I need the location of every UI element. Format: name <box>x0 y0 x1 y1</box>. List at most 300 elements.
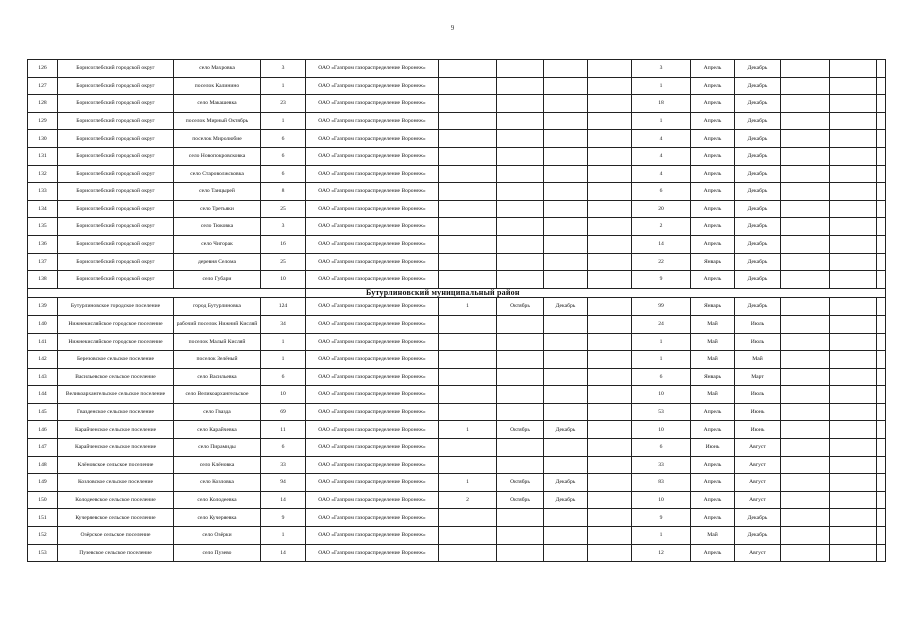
organization-cell: ОАО «Газпром газораспределение Воронеж» <box>306 474 439 492</box>
empty-cell <box>877 95 886 113</box>
row-number-cell: 128 <box>28 95 58 113</box>
municipality-cell: Бутурлиновское городское поселение <box>58 298 174 316</box>
extra-end-cell <box>544 386 588 404</box>
row-number-cell: 143 <box>28 368 58 386</box>
table-row <box>28 200 886 218</box>
extra-end-cell: Декабрь <box>544 474 588 492</box>
start-month-cell: Апрель <box>691 77 735 95</box>
settlement-cell: село Пузево <box>174 544 261 562</box>
start-month-cell: Апрель <box>691 200 735 218</box>
row-number-cell: 134 <box>28 200 58 218</box>
start-month-cell: Апрель <box>691 165 735 183</box>
start-month-cell: Январь <box>691 298 735 316</box>
extra-count-cell <box>439 509 497 527</box>
extra-end-cell <box>544 333 588 351</box>
blank-cell <box>588 491 632 509</box>
empty-cell <box>830 235 877 253</box>
extra-end-cell <box>544 439 588 457</box>
extra-count-cell <box>439 165 497 183</box>
end-month-cell: Декабрь <box>735 235 781 253</box>
blank-cell <box>588 147 632 165</box>
extra-end-cell <box>544 403 588 421</box>
organization-cell: ОАО «Газпром газораспределение Воронеж» <box>306 183 439 201</box>
object-count-cell: 10 <box>261 386 306 404</box>
empty-cell <box>781 527 830 545</box>
empty-cell <box>781 403 830 421</box>
blank-cell <box>588 456 632 474</box>
municipality-cell: Клёновское сельское поселение <box>58 456 174 474</box>
blank-cell <box>588 386 632 404</box>
settlement-cell: город Бутурлиновка <box>174 298 261 316</box>
extra-count-cell <box>439 77 497 95</box>
gasification-schedule-table <box>27 59 886 562</box>
total-cell: 1 <box>632 527 691 545</box>
table-row <box>28 253 886 271</box>
empty-cell <box>830 474 877 492</box>
extra-start-cell <box>497 112 544 130</box>
empty-cell <box>877 253 886 271</box>
empty-cell <box>830 456 877 474</box>
total-cell: 6 <box>632 368 691 386</box>
object-count-cell: 8 <box>261 183 306 201</box>
extra-start-cell <box>497 147 544 165</box>
object-count-cell: 23 <box>261 95 306 113</box>
end-month-cell: Март <box>735 368 781 386</box>
start-month-cell: Апрель <box>691 60 735 78</box>
settlement-cell: село Чигорак <box>174 235 261 253</box>
extra-start-cell: Октябрь <box>497 421 544 439</box>
municipality-cell: Борисоглебский городской округ <box>58 165 174 183</box>
empty-cell <box>781 333 830 351</box>
extra-start-cell <box>497 253 544 271</box>
object-count-cell: 1 <box>261 77 306 95</box>
empty-cell <box>877 200 886 218</box>
end-month-cell: Август <box>735 491 781 509</box>
empty-cell <box>781 456 830 474</box>
municipality-cell: Борисоглебский городской округ <box>58 200 174 218</box>
empty-cell <box>877 351 886 369</box>
object-count-cell: 1 <box>261 112 306 130</box>
extra-count-cell <box>439 253 497 271</box>
table-row <box>28 77 886 95</box>
settlement-cell: деревня Селома <box>174 253 261 271</box>
empty-cell <box>830 183 877 201</box>
empty-cell <box>781 200 830 218</box>
municipality-cell: Гвазденское сельское поселение <box>58 403 174 421</box>
row-number-cell: 129 <box>28 112 58 130</box>
organization-cell: ОАО «Газпром газораспределение Воронеж» <box>306 368 439 386</box>
blank-cell <box>588 200 632 218</box>
empty-cell <box>877 368 886 386</box>
row-number-cell: 144 <box>28 386 58 404</box>
empty-cell <box>781 77 830 95</box>
row-number-cell: 150 <box>28 491 58 509</box>
row-number-cell: 139 <box>28 298 58 316</box>
empty-cell <box>830 200 877 218</box>
extra-count-cell <box>439 403 497 421</box>
page-number: 9 <box>450 24 455 32</box>
end-month-cell: Декабрь <box>735 60 781 78</box>
extra-start-cell <box>497 403 544 421</box>
empty-cell <box>877 527 886 545</box>
row-number-cell: 148 <box>28 456 58 474</box>
organization-cell: ОАО «Газпром газораспределение Воронеж» <box>306 456 439 474</box>
settlement-cell: село Колодеевка <box>174 491 261 509</box>
organization-cell: ОАО «Газпром газораспределение Воронеж» <box>306 403 439 421</box>
extra-end-cell <box>544 112 588 130</box>
empty-cell <box>781 165 830 183</box>
extra-count-cell: 2 <box>439 491 497 509</box>
object-count-cell: 34 <box>261 315 306 333</box>
empty-cell <box>781 298 830 316</box>
extra-count-cell: 1 <box>439 421 497 439</box>
extra-end-cell <box>544 271 588 289</box>
table-row <box>28 509 886 527</box>
table-row <box>28 456 886 474</box>
row-number-cell: 153 <box>28 544 58 562</box>
extra-end-cell <box>544 77 588 95</box>
section-header-spacer <box>28 288 306 298</box>
empty-cell <box>781 351 830 369</box>
row-number-cell: 138 <box>28 271 58 289</box>
organization-cell: ОАО «Газпром газораспределение Воронеж» <box>306 386 439 404</box>
table-row <box>28 298 886 316</box>
organization-cell: ОАО «Газпром газораспределение Воронеж» <box>306 95 439 113</box>
blank-cell <box>588 544 632 562</box>
organization-cell: ОАО «Газпром газораспределение Воронеж» <box>306 130 439 148</box>
end-month-cell: Декабрь <box>735 77 781 95</box>
total-cell: 2 <box>632 218 691 236</box>
empty-cell <box>877 491 886 509</box>
object-count-cell: 11 <box>261 421 306 439</box>
organization-cell: ОАО «Газпром газораспределение Воронеж» <box>306 333 439 351</box>
extra-end-cell <box>544 183 588 201</box>
table-row <box>28 95 886 113</box>
blank-cell <box>588 527 632 545</box>
extra-end-cell <box>544 351 588 369</box>
table-row <box>28 112 886 130</box>
municipality-cell: Борисоглебский городской округ <box>58 95 174 113</box>
start-month-cell: Апрель <box>691 130 735 148</box>
start-month-cell: Июнь <box>691 439 735 457</box>
end-month-cell: Июнь <box>735 421 781 439</box>
empty-cell <box>877 456 886 474</box>
blank-cell <box>588 509 632 527</box>
municipality-cell: Кучеряевское сельское поселение <box>58 509 174 527</box>
extra-start-cell: Октябрь <box>497 491 544 509</box>
object-count-cell: 69 <box>261 403 306 421</box>
extra-start-cell <box>497 544 544 562</box>
extra-start-cell <box>497 527 544 545</box>
extra-count-cell <box>439 60 497 78</box>
end-month-cell: Июль <box>735 333 781 351</box>
extra-end-cell <box>544 130 588 148</box>
extra-count-cell <box>439 200 497 218</box>
settlement-cell: село Козловка <box>174 474 261 492</box>
empty-cell <box>877 315 886 333</box>
settlement-cell: село Пирамиды <box>174 439 261 457</box>
blank-cell <box>588 474 632 492</box>
empty-cell <box>781 386 830 404</box>
extra-count-cell <box>439 386 497 404</box>
extra-start-cell <box>497 333 544 351</box>
row-number-cell: 127 <box>28 77 58 95</box>
empty-cell <box>830 421 877 439</box>
municipality-cell: Березовское сельское поселение <box>58 351 174 369</box>
extra-start-cell <box>497 183 544 201</box>
empty-cell <box>781 218 830 236</box>
organization-cell: ОАО «Газпром газораспределение Воронеж» <box>306 200 439 218</box>
extra-count-cell <box>439 130 497 148</box>
start-month-cell: Январь <box>691 368 735 386</box>
settlement-cell: село Озёрки <box>174 527 261 545</box>
empty-cell <box>781 253 830 271</box>
end-month-cell: Декабрь <box>735 509 781 527</box>
settlement-cell: село Староволжсковка <box>174 165 261 183</box>
extra-start-cell: Октябрь <box>497 298 544 316</box>
extra-count-cell <box>439 456 497 474</box>
extra-count-cell: 1 <box>439 298 497 316</box>
object-count-cell: 94 <box>261 474 306 492</box>
blank-cell <box>588 421 632 439</box>
extra-start-cell <box>497 77 544 95</box>
end-month-cell: Декабрь <box>735 183 781 201</box>
extra-start-cell: Октябрь <box>497 474 544 492</box>
table-row <box>28 183 886 201</box>
municipality-cell: Козловское сельское поселение <box>58 474 174 492</box>
section-header-row <box>28 288 886 298</box>
object-count-cell: 14 <box>261 544 306 562</box>
total-cell: 20 <box>632 200 691 218</box>
blank-cell <box>588 130 632 148</box>
extra-end-cell: Декабрь <box>544 491 588 509</box>
total-cell: 1 <box>632 112 691 130</box>
extra-end-cell <box>544 200 588 218</box>
total-cell: 4 <box>632 165 691 183</box>
start-month-cell: Май <box>691 315 735 333</box>
empty-cell <box>877 77 886 95</box>
blank-cell <box>588 298 632 316</box>
start-month-cell: Апрель <box>691 474 735 492</box>
start-month-cell: Апрель <box>691 147 735 165</box>
start-month-cell: Апрель <box>691 183 735 201</box>
empty-cell <box>781 112 830 130</box>
extra-end-cell: Декабрь <box>544 298 588 316</box>
municipality-cell: Карайченское сельское поселение <box>58 439 174 457</box>
empty-cell <box>830 147 877 165</box>
table-row <box>28 351 886 369</box>
organization-cell: ОАО «Газпром газораспределение Воронеж» <box>306 544 439 562</box>
extra-count-cell <box>439 218 497 236</box>
blank-cell <box>588 183 632 201</box>
row-number-cell: 145 <box>28 403 58 421</box>
end-month-cell: Декабрь <box>735 271 781 289</box>
row-number-cell: 142 <box>28 351 58 369</box>
extra-start-cell <box>497 368 544 386</box>
municipality-cell: Пузевское сельское поселение <box>58 544 174 562</box>
start-month-cell: Апрель <box>691 544 735 562</box>
table-row <box>28 60 886 78</box>
end-month-cell: Июль <box>735 315 781 333</box>
empty-cell <box>830 403 877 421</box>
total-cell: 22 <box>632 253 691 271</box>
row-number-cell: 151 <box>28 509 58 527</box>
start-month-cell: Апрель <box>691 421 735 439</box>
total-cell: 6 <box>632 439 691 457</box>
extra-start-cell <box>497 130 544 148</box>
empty-cell <box>781 421 830 439</box>
empty-cell <box>830 130 877 148</box>
organization-cell: ОАО «Газпром газораспределение Воронеж» <box>306 218 439 236</box>
organization-cell: ОАО «Газпром газораспределение Воронеж» <box>306 315 439 333</box>
empty-cell <box>781 439 830 457</box>
end-month-cell: Декабрь <box>735 112 781 130</box>
empty-cell <box>830 165 877 183</box>
start-month-cell: Апрель <box>691 456 735 474</box>
empty-cell <box>781 544 830 562</box>
empty-cell <box>877 147 886 165</box>
settlement-cell: село Великоархангельское <box>174 386 261 404</box>
empty-cell <box>830 527 877 545</box>
municipality-cell: Борисоглебский городской округ <box>58 271 174 289</box>
table-row <box>28 130 886 148</box>
extra-start-cell <box>497 165 544 183</box>
organization-cell: ОАО «Газпром газораспределение Воронеж» <box>306 253 439 271</box>
municipality-cell: Озёрское сельское поселение <box>58 527 174 545</box>
settlement-cell: село Махровка <box>174 60 261 78</box>
start-month-cell: Апрель <box>691 403 735 421</box>
row-number-cell: 140 <box>28 315 58 333</box>
row-number-cell: 131 <box>28 147 58 165</box>
end-month-cell: Август <box>735 544 781 562</box>
total-cell: 4 <box>632 130 691 148</box>
organization-cell: ОАО «Газпром газораспределение Воронеж» <box>306 351 439 369</box>
empty-cell <box>781 235 830 253</box>
table-row <box>28 421 886 439</box>
municipality-cell: Борисоглебский городской округ <box>58 253 174 271</box>
extra-end-cell <box>544 253 588 271</box>
total-cell: 12 <box>632 544 691 562</box>
empty-cell <box>877 183 886 201</box>
section-title: Бутурлиновский муниципальный район <box>306 288 886 298</box>
empty-cell <box>877 403 886 421</box>
end-month-cell: Август <box>735 474 781 492</box>
extra-start-cell <box>497 60 544 78</box>
settlement-cell: село Новопокровсковка <box>174 147 261 165</box>
empty-cell <box>781 474 830 492</box>
extra-end-cell <box>544 509 588 527</box>
blank-cell <box>588 271 632 289</box>
empty-cell <box>877 439 886 457</box>
table-row <box>28 165 886 183</box>
empty-cell <box>830 509 877 527</box>
start-month-cell: Май <box>691 386 735 404</box>
object-count-cell: 10 <box>261 271 306 289</box>
object-count-cell: 6 <box>261 368 306 386</box>
organization-cell: ОАО «Газпром газораспределение Воронеж» <box>306 112 439 130</box>
object-count-cell: 16 <box>261 235 306 253</box>
empty-cell <box>781 130 830 148</box>
end-month-cell: Декабрь <box>735 298 781 316</box>
table-row <box>28 315 886 333</box>
empty-cell <box>877 130 886 148</box>
organization-cell: ОАО «Газпром газораспределение Воронеж» <box>306 165 439 183</box>
empty-cell <box>830 60 877 78</box>
row-number-cell: 152 <box>28 527 58 545</box>
extra-end-cell: Декабрь <box>544 421 588 439</box>
table-row <box>28 368 886 386</box>
start-month-cell: Апрель <box>691 95 735 113</box>
extra-end-cell <box>544 147 588 165</box>
total-cell: 53 <box>632 403 691 421</box>
row-number-cell: 146 <box>28 421 58 439</box>
object-count-cell: 124 <box>261 298 306 316</box>
table-row <box>28 271 886 289</box>
settlement-cell: село Гвазда <box>174 403 261 421</box>
object-count-cell: 25 <box>261 253 306 271</box>
row-number-cell: 147 <box>28 439 58 457</box>
start-month-cell: Май <box>691 333 735 351</box>
municipality-cell: Борисоглебский городской округ <box>58 60 174 78</box>
empty-cell <box>781 183 830 201</box>
extra-count-cell <box>439 439 497 457</box>
organization-cell: ОАО «Газпром газораспределение Воронеж» <box>306 77 439 95</box>
extra-count-cell: 1 <box>439 474 497 492</box>
end-month-cell: Декабрь <box>735 95 781 113</box>
total-cell: 1 <box>632 77 691 95</box>
blank-cell <box>588 253 632 271</box>
object-count-cell: 1 <box>261 527 306 545</box>
organization-cell: ОАО «Газпром газораспределение Воронеж» <box>306 509 439 527</box>
row-number-cell: 133 <box>28 183 58 201</box>
blank-cell <box>588 112 632 130</box>
start-month-cell: Апрель <box>691 271 735 289</box>
blank-cell <box>588 368 632 386</box>
end-month-cell: Декабрь <box>735 200 781 218</box>
empty-cell <box>877 298 886 316</box>
total-cell: 99 <box>632 298 691 316</box>
total-cell: 33 <box>632 456 691 474</box>
start-month-cell: Май <box>691 527 735 545</box>
object-count-cell: 6 <box>261 165 306 183</box>
municipality-cell: Карайченское сельское поселение <box>58 421 174 439</box>
extra-start-cell <box>497 200 544 218</box>
organization-cell: ОАО «Газпром газораспределение Воронеж» <box>306 421 439 439</box>
object-count-cell: 3 <box>261 60 306 78</box>
empty-cell <box>877 165 886 183</box>
row-number-cell: 149 <box>28 474 58 492</box>
row-number-cell: 137 <box>28 253 58 271</box>
municipality-cell: Нижнекисляйское городское поселение <box>58 315 174 333</box>
empty-cell <box>781 147 830 165</box>
blank-cell <box>588 165 632 183</box>
start-month-cell: Январь <box>691 253 735 271</box>
empty-cell <box>830 491 877 509</box>
extra-count-cell <box>439 368 497 386</box>
blank-cell <box>588 235 632 253</box>
blank-cell <box>588 315 632 333</box>
end-month-cell: Декабрь <box>735 527 781 545</box>
organization-cell: ОАО «Газпром газораспределение Воронеж» <box>306 235 439 253</box>
total-cell: 9 <box>632 271 691 289</box>
organization-cell: ОАО «Газпром газораспределение Воронеж» <box>306 147 439 165</box>
extra-start-cell <box>497 509 544 527</box>
organization-cell: ОАО «Газпром газораспределение Воронеж» <box>306 298 439 316</box>
blank-cell <box>588 403 632 421</box>
total-cell: 14 <box>632 235 691 253</box>
empty-cell <box>830 333 877 351</box>
municipality-cell: Борисоглебский городской округ <box>58 183 174 201</box>
